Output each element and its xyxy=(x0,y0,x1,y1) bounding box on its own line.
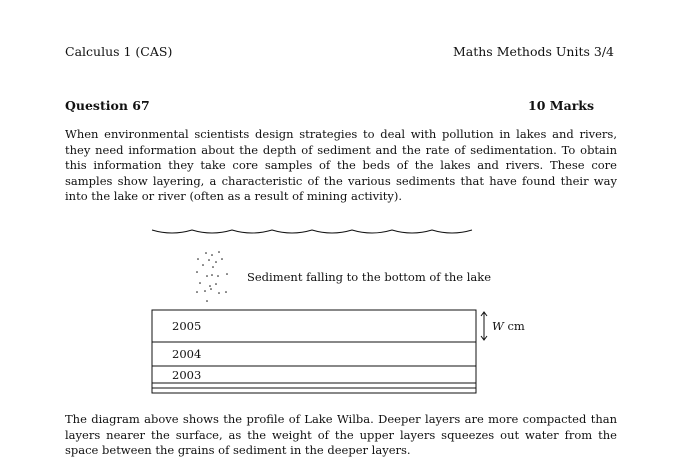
intro-paragraph: When environmental scientists design strategies to deal with pollution in lakes and rivers, they need information about the depth of sediment and the rate of sedimentation. To obtain this information they take core samples of the beds of the lakes and rivers. These core samples show layering, a characteristic of the various sediments that have found their way into the lake or river (often as a result of mining activity). xyxy=(65,127,617,203)
header-right: Maths Methods Units 3/4 xyxy=(452,44,614,59)
body-paragraph: The diagram above shows the profile of Lake Wilba. Deeper layers are more compacted than layers nearer the surface, as the weight of the upper layers squeezes out water from the space between the grains of sediment in the deeper layers. xyxy=(65,412,617,457)
layer-2003-label: 2003 xyxy=(172,368,202,382)
sediment-particles xyxy=(196,251,228,302)
question-title: Question 67 xyxy=(65,98,150,113)
sediment-label: Sediment falling to the bottom of the lake xyxy=(247,270,492,284)
layer-2004-label: 2004 xyxy=(172,347,202,361)
layer-2005-label: 2005 xyxy=(172,319,202,333)
width-arrow xyxy=(481,312,487,340)
question-marks: 10 Marks xyxy=(528,98,594,113)
width-label: W cm xyxy=(492,319,525,333)
water-surface-wave xyxy=(152,230,472,233)
header-left: Calculus 1 (CAS) xyxy=(65,44,173,59)
